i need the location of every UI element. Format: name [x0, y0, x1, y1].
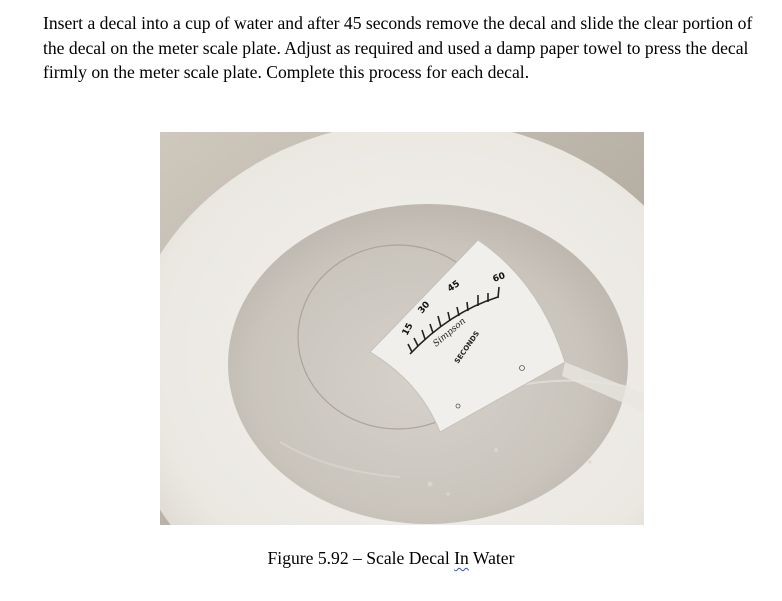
cup-photo: [160, 132, 644, 525]
tick-label-15: 15: [400, 321, 416, 338]
caption-prefix: Figure 5.92 – Scale Decal: [267, 548, 455, 568]
caption-flagged-word: In: [454, 548, 469, 568]
figure-caption: [0, 547, 782, 569]
tick-label-60: 60: [491, 271, 507, 285]
decal-unit: SECONDS: [453, 329, 482, 366]
caption-suffix: Water: [468, 548, 515, 568]
instruction-paragraph: Insert a decal into a cup of water and after 45 seconds remove the decal and slide the clear portion of the decal on the meter scale plate. Adjust as required and used a damp paper towel to press the decal firmly on the meter scale plate. Complete this process for each decal.: [43, 13, 753, 82]
tick-label-45: 45: [445, 279, 462, 295]
tick-label-30: 30: [416, 299, 433, 316]
decal-brand: Simpson: [431, 316, 468, 350]
